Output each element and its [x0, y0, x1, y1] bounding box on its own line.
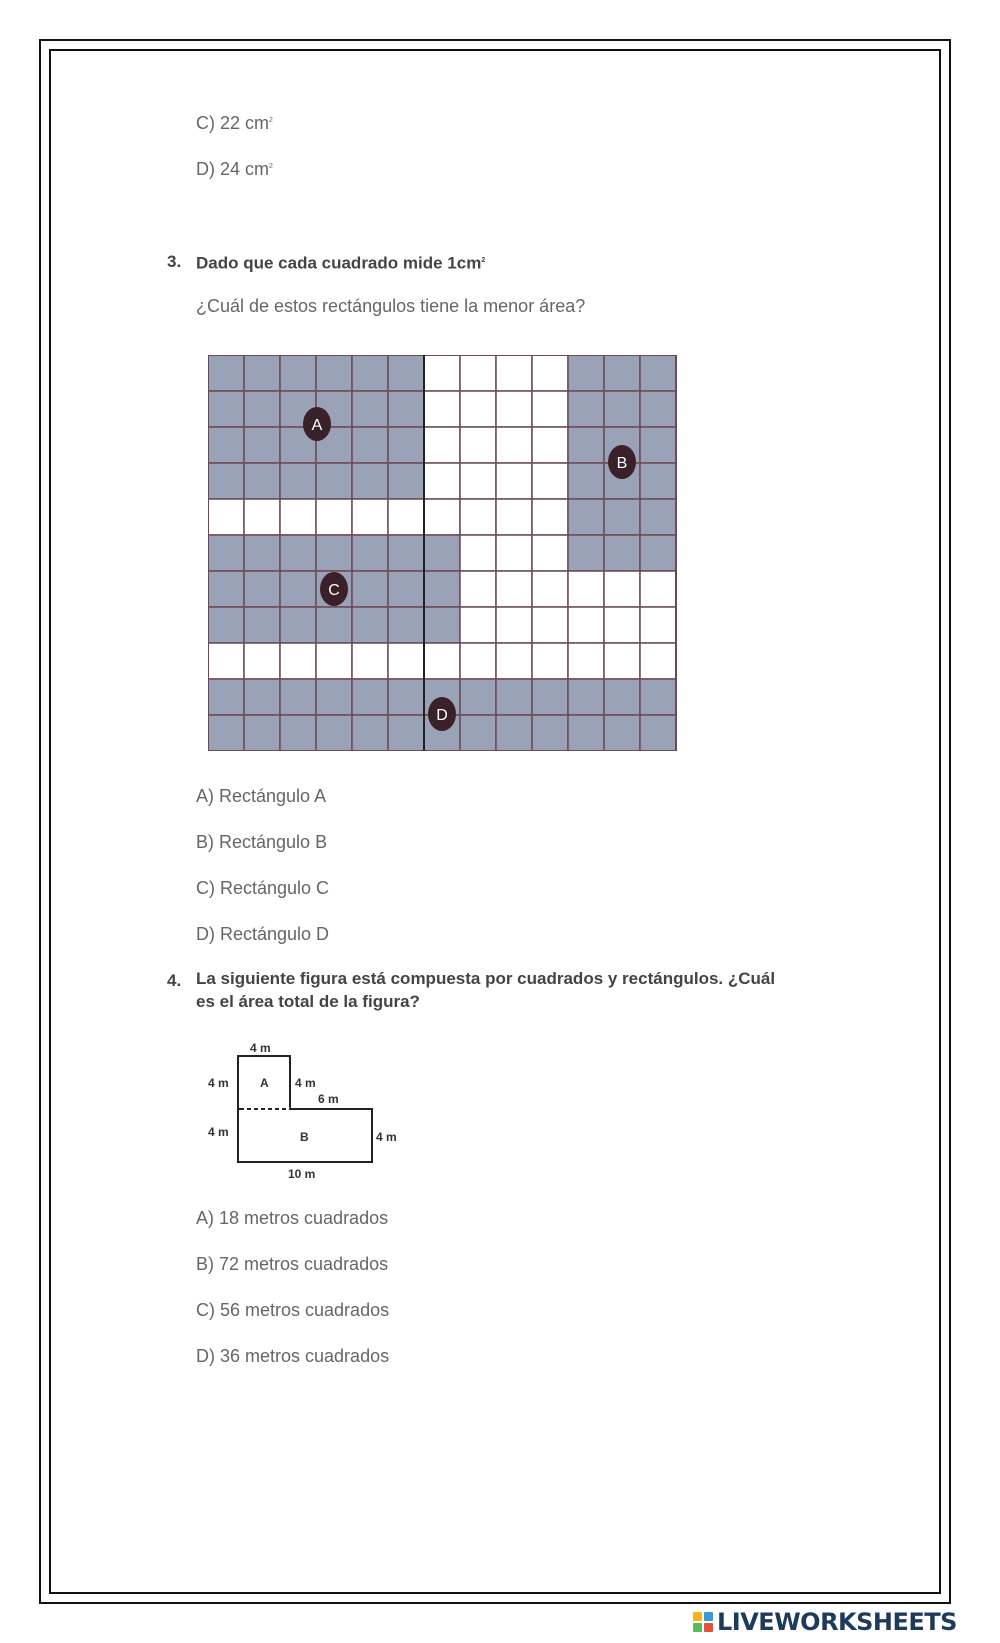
q4-number: 4. [167, 971, 182, 990]
grid-cell [640, 679, 676, 715]
grid-cell [640, 715, 676, 751]
grid-cell [388, 535, 424, 571]
grid-cell [388, 355, 424, 391]
grid-marker-a [303, 407, 331, 441]
grid-cell [352, 715, 388, 751]
q3-option-c[interactable]: C) Rectángulo C [196, 878, 330, 898]
grid-cell [604, 715, 640, 751]
grid-cell [460, 679, 496, 715]
grid-cell [568, 499, 604, 535]
grid-cell [280, 643, 316, 679]
fig-label-top: 4 m [250, 1041, 271, 1055]
grid-cell [388, 391, 424, 427]
q4-option-b[interactable]: B) 72 metros cuadrados [196, 1254, 389, 1274]
grid-cell [640, 355, 676, 391]
grid-cell [280, 715, 316, 751]
grid-cell [244, 355, 280, 391]
liveworksheets-logo [693, 1607, 957, 1637]
grid-cell [496, 715, 532, 751]
grid-cell [604, 643, 640, 679]
fig-label-left-upper: 4 m [208, 1076, 229, 1090]
grid-cell [208, 643, 244, 679]
grid-cell [352, 571, 388, 607]
fig-label-right: 4 m [376, 1130, 397, 1144]
grid-cell [388, 427, 424, 463]
grid-cell [388, 679, 424, 715]
grid-cell [244, 571, 280, 607]
grid-cell [568, 571, 604, 607]
grid-cell [604, 355, 640, 391]
grid-cell [496, 463, 532, 499]
grid-cell [388, 715, 424, 751]
grid-cell [496, 679, 532, 715]
grid-cell [280, 535, 316, 571]
grid-cell [532, 355, 568, 391]
grid-cell [568, 391, 604, 427]
grid-cell [568, 535, 604, 571]
q3-title [196, 249, 485, 275]
grid-cell [640, 535, 676, 571]
grid-cell [280, 679, 316, 715]
grid-cell [244, 427, 280, 463]
q2-option-d-sup: 2 [269, 163, 273, 170]
grid-marker-d [428, 697, 456, 731]
q3-question: ¿Cuál de estos rectángulos tiene la menor área? [196, 296, 586, 316]
grid-cell [532, 679, 568, 715]
grid-cell [388, 571, 424, 607]
grid-cell [352, 643, 388, 679]
q3-title-sup: 2 [481, 257, 486, 264]
grid-cell [496, 427, 532, 463]
fig-label-step: 6 m [318, 1092, 339, 1106]
grid-cell [640, 427, 676, 463]
grid-cell [460, 463, 496, 499]
q3-number: 3. [167, 252, 182, 271]
q4-option-c[interactable]: C) 56 metros cuadrados [196, 1300, 390, 1320]
grid-cell [604, 607, 640, 643]
grid-cell [640, 391, 676, 427]
fig-label-bottom: 10 m [288, 1167, 316, 1181]
grid-cell [316, 535, 352, 571]
grid-cell [208, 715, 244, 751]
grid-cell [208, 535, 244, 571]
q2-option-c-sup: 2 [269, 117, 273, 124]
grid-cell [352, 499, 388, 535]
grid-cell [280, 607, 316, 643]
grid-cell [208, 427, 244, 463]
grid-cell [568, 679, 604, 715]
grid-cell [316, 463, 352, 499]
grid-cell [424, 427, 460, 463]
grid-cell [460, 607, 496, 643]
grid-cell [316, 355, 352, 391]
grid-cell [496, 535, 532, 571]
grid-cell [460, 715, 496, 751]
grid-cell [604, 571, 640, 607]
grid-cell [604, 499, 640, 535]
fig-label-b: B [300, 1130, 309, 1144]
logo-icon [693, 1612, 713, 1632]
grid-cell [604, 679, 640, 715]
grid-cell [424, 607, 460, 643]
grid-cell [640, 571, 676, 607]
grid-cell [640, 463, 676, 499]
grid-cell [352, 679, 388, 715]
grid-cell [388, 499, 424, 535]
q4-title-line2: es el área total de la figura? [196, 992, 420, 1011]
grid-cell [316, 715, 352, 751]
grid-cell [280, 571, 316, 607]
grid-marker-b [608, 445, 636, 479]
grid-cell [424, 499, 460, 535]
grid-cell [244, 607, 280, 643]
grid-cell [352, 355, 388, 391]
grid-cell [496, 571, 532, 607]
grid-cell [316, 643, 352, 679]
grid-cell [604, 391, 640, 427]
q3-title-text: Dado que cada cuadrado mide 1cm [196, 253, 482, 273]
grid-cell [208, 571, 244, 607]
grid-cell [352, 391, 388, 427]
composite-shape-figure [200, 1040, 410, 1185]
q2-option-c[interactable] [196, 113, 273, 134]
grid-cell [244, 391, 280, 427]
grid-cell [208, 679, 244, 715]
grid-cell [568, 355, 604, 391]
grid-cell [208, 463, 244, 499]
grid-cell [280, 463, 316, 499]
grid-cell [568, 643, 604, 679]
grid-cell [640, 499, 676, 535]
grid-cell [316, 679, 352, 715]
q3-option-b[interactable]: B) Rectángulo B [196, 832, 328, 852]
grid-cell [532, 535, 568, 571]
grid-cell [460, 499, 496, 535]
grid-cell [460, 427, 496, 463]
grid-cell [352, 607, 388, 643]
grid-cell [568, 607, 604, 643]
grid-cell [424, 391, 460, 427]
grid-marker-c [320, 572, 348, 606]
grid-cell [532, 463, 568, 499]
q2-option-d[interactable] [196, 159, 273, 180]
grid-cell [532, 715, 568, 751]
rectangle-grid-figure [208, 355, 678, 751]
grid-marker-label: C [328, 582, 340, 599]
q4-title-line1: La siguiente figura está compuesta por cuadrados y rectángulos. ¿Cuál [196, 969, 776, 988]
grid-cell [424, 463, 460, 499]
grid-cell [244, 463, 280, 499]
fig-label-mid-right: 4 m [295, 1076, 316, 1090]
grid-cell [460, 643, 496, 679]
grid-cell [568, 427, 604, 463]
grid-cell [568, 463, 604, 499]
grid-cell [604, 535, 640, 571]
grid-cell [208, 607, 244, 643]
grid-cell [244, 715, 280, 751]
grid-cell [208, 355, 244, 391]
grid-cell [424, 535, 460, 571]
q3-option-a[interactable]: A) Rectángulo A [196, 786, 327, 806]
grid-cell [244, 535, 280, 571]
grid-cell [640, 643, 676, 679]
grid-marker-label: B [616, 455, 628, 472]
fig-label-left-lower: 4 m [208, 1125, 229, 1139]
grid-cell [460, 571, 496, 607]
grid-cell [568, 715, 604, 751]
grid-cell [532, 571, 568, 607]
grid-cell [388, 607, 424, 643]
grid-cell [316, 607, 352, 643]
grid-marker-label: D [436, 707, 448, 724]
grid-cell [244, 643, 280, 679]
logo-text: LIVEWORKSHEETS [717, 1608, 957, 1636]
grid-cell [496, 355, 532, 391]
grid-cell [496, 499, 532, 535]
grid-cell [316, 499, 352, 535]
grid-cell [208, 499, 244, 535]
q2-option-c-text: C) 22 cm [196, 113, 270, 133]
grid-cell [460, 535, 496, 571]
grid-cell [532, 643, 568, 679]
grid-cell [532, 391, 568, 427]
grid-cell [388, 643, 424, 679]
q4-title [196, 967, 775, 1013]
grid-cell [640, 607, 676, 643]
grid-cell [532, 499, 568, 535]
grid-cell [460, 355, 496, 391]
grid-cell [352, 463, 388, 499]
grid-cell [424, 355, 460, 391]
grid-cell [280, 355, 316, 391]
grid-cell [496, 643, 532, 679]
grid-cell [496, 391, 532, 427]
page-border-inner [49, 49, 941, 1594]
fig-label-a: A [260, 1076, 269, 1090]
grid-cell [352, 535, 388, 571]
grid-cell [424, 571, 460, 607]
q3-option-d[interactable]: D) Rectángulo D [196, 924, 330, 944]
grid-marker-label: A [311, 417, 323, 434]
grid-cell [496, 607, 532, 643]
q4-option-a[interactable]: A) 18 metros cuadrados [196, 1208, 389, 1228]
grid-cell [388, 463, 424, 499]
grid-cell [424, 643, 460, 679]
grid-cell [280, 499, 316, 535]
grid-cell [352, 427, 388, 463]
grid-cell [532, 427, 568, 463]
grid-cell [460, 391, 496, 427]
grid-cell [532, 607, 568, 643]
q2-option-d-text: D) 24 cm [196, 159, 270, 179]
q4-option-d[interactable]: D) 36 metros cuadrados [196, 1346, 390, 1366]
grid-cell [208, 391, 244, 427]
grid-cell [244, 499, 280, 535]
grid-cell [244, 679, 280, 715]
